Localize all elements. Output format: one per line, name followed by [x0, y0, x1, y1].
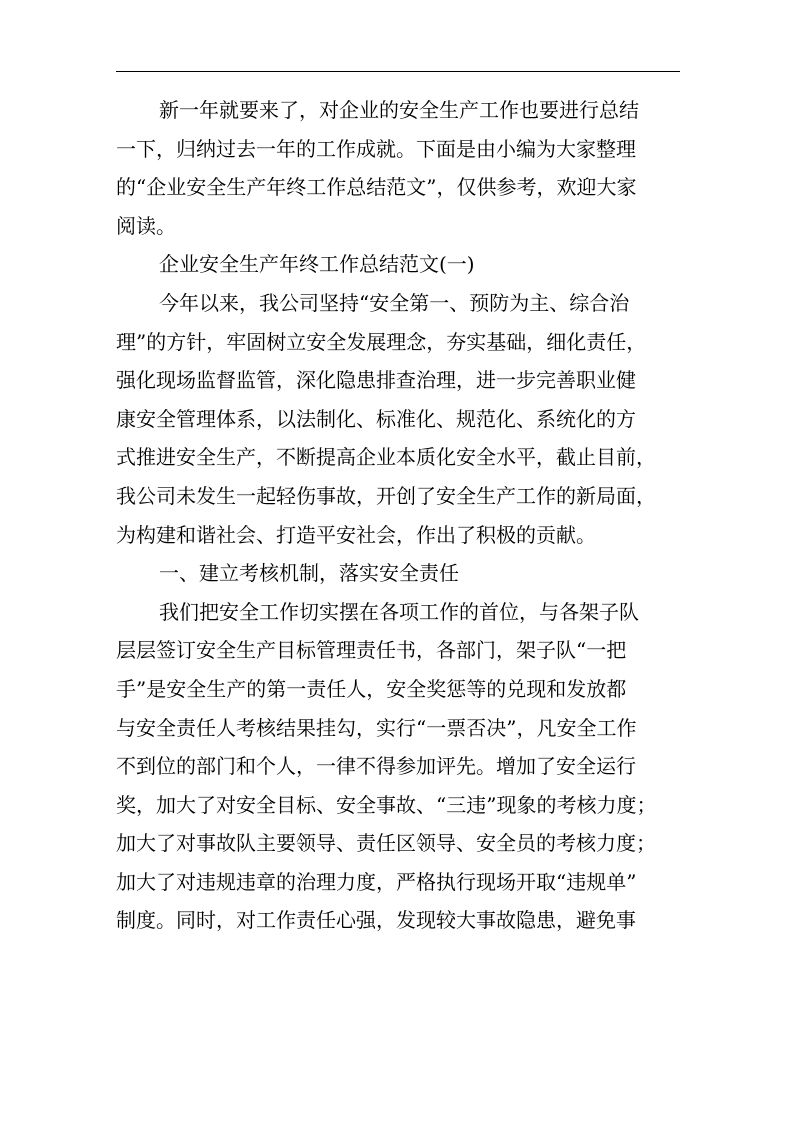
text-line: 强化现场监督监管，深化隐患排查治理，进一步完善职业健: [116, 368, 636, 393]
text-line: 不到位的部门和个人，一律不得参加评先。增加了安全运行: [116, 754, 636, 779]
text-line: 我公司未发生一起轻伤事故，开创了安全生产工作的新局面，: [116, 483, 656, 508]
document-body: [116, 91, 680, 940]
text-line: 一下，归纳过去一年的工作成就。下面是由小编为大家整理: [116, 136, 636, 161]
text-line: 制度。同时，对工作责任心强，发现较大事故隐患，避免事: [116, 908, 636, 933]
text-line: 我们把安全工作切实摆在各项工作的首位，与各架子队: [159, 599, 639, 624]
text-line: 新一年就要来了，对企业的安全生产工作也要进行总结: [159, 98, 639, 122]
text-line: 今年以来，我公司坚持“安全第一、预防为主、综合治: [159, 290, 630, 315]
section-heading: 一、建立考核机制，落实安全责任: [159, 561, 459, 586]
text-line: 层层签订安全生产目标管理责任书，各部门，架子队“一把: [116, 638, 627, 663]
text-line: 奖，加大了对安全目标、安全事故、“三违”现象的考核力度；: [116, 792, 657, 817]
section-title: 企业安全生产年终工作总结范文(一): [159, 252, 475, 277]
header-rule: [116, 71, 680, 72]
text-line: 为构建和谐社会、打造平安社会，作出了积极的贡献。: [116, 522, 596, 547]
text-line: 手”是安全生产的第一责任人，安全奖惩等的兑现和发放都: [116, 676, 627, 701]
text-line: 加大了对违规违章的治理力度，严格执行现场开取“违规单”: [116, 869, 637, 894]
text-line: 理”的方针，牢固树立安全发展理念，夯实基础，细化责任，: [116, 329, 647, 354]
text-line: 与安全责任人考核结果挂勾，实行“一票否决”，凡安全工作: [116, 715, 637, 740]
text-line: 康安全管理体系，以法制化、标准化、规范化、系统化的方: [116, 406, 636, 431]
text-line: 式推进安全生产，不断提高企业本质化安全水平，截止目前，: [116, 445, 656, 470]
text-line: 阅读。: [116, 213, 176, 238]
text-line: 的“企业安全生产年终工作总结范文”，仅供参考，欢迎大家: [116, 175, 637, 200]
text-line: 加大了对事故队主要领导、责任区领导、安全员的考核力度；: [116, 831, 656, 856]
